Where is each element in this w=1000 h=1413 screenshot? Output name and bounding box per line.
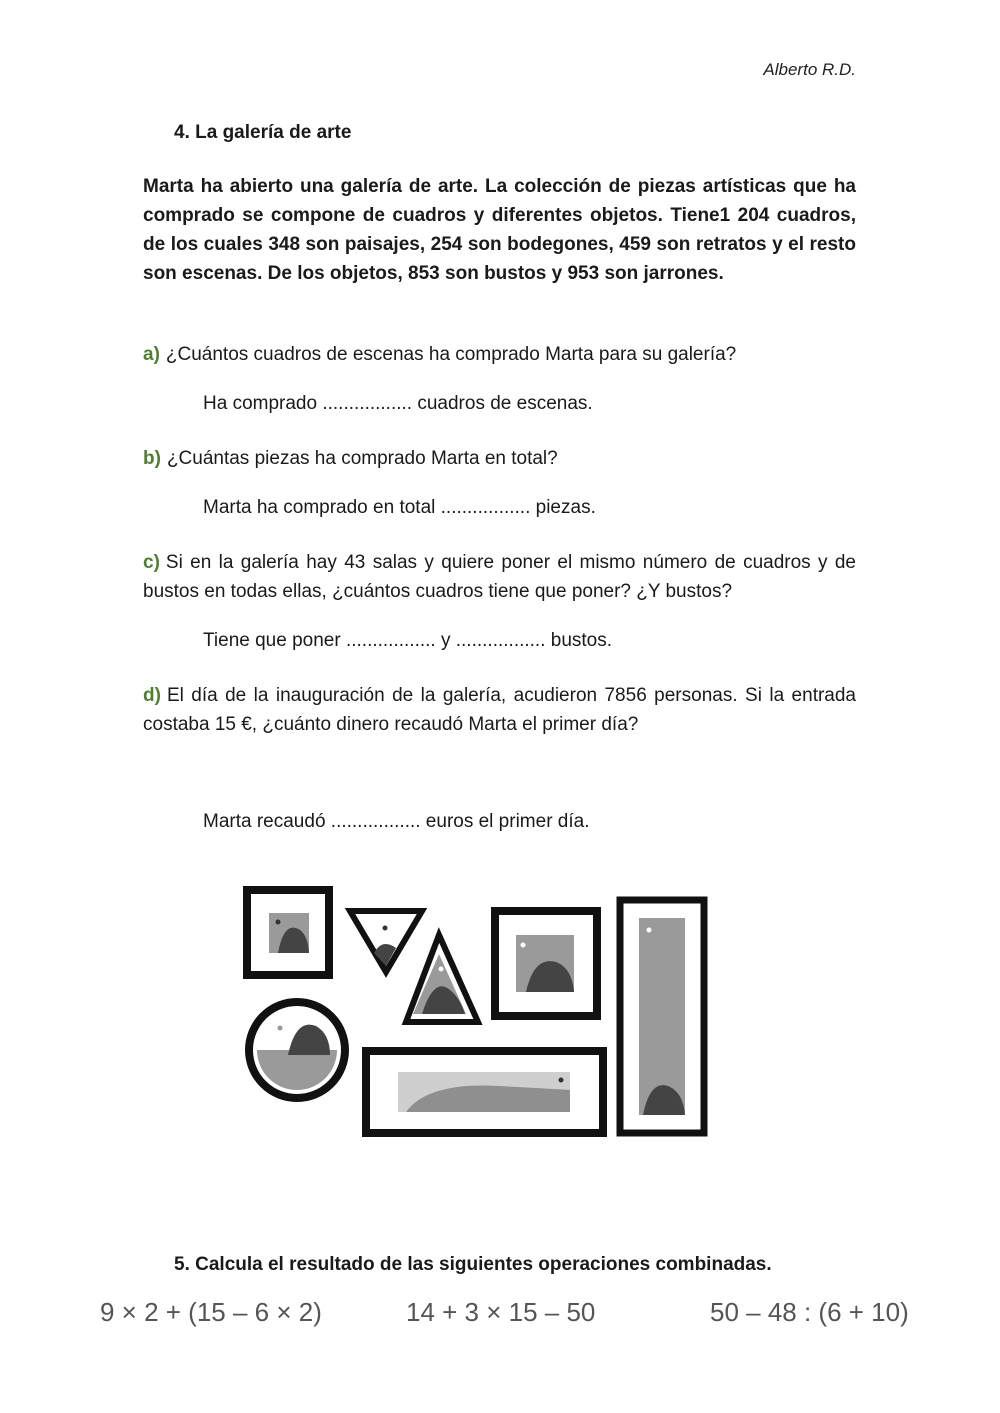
operation-1: 9 × 2 + (15 – 6 × 2): [100, 1297, 322, 1327]
wide-frame: [366, 1051, 603, 1133]
author-name: Alberto R.D.: [763, 60, 856, 79]
round-frame: [249, 1002, 345, 1098]
question-text: ¿Cuántas piezas ha comprado Marta en total?: [166, 448, 558, 469]
triangle-frame: [406, 935, 478, 1022]
operation-2: 14 + 3 × 15 – 50: [406, 1297, 596, 1327]
answer-line-d[interactable]: Marta recaudó ................. euros el primer día.: [203, 811, 590, 832]
question-label: b): [143, 448, 161, 469]
question-text: ¿Cuántos cuadros de escenas ha comprado Marta para su galería?: [165, 344, 737, 365]
square-frame-medium: [495, 911, 597, 1016]
tall-frame: [620, 900, 704, 1133]
question-label: d): [143, 685, 161, 706]
problem-statement: Marta ha abierto una galería de arte. La colección de piezas artísticas que ha comprado se compone de cuadros y diferentes objetos. Tiene1 204 cuadros, de los cuales 348 son paisajes, 254 son bodegones, 459 son retratos y el resto son escenas. De los objetos, 853 son bustos y 953 son jarrones.: [143, 176, 856, 284]
question-c: [143, 548, 856, 606]
question-label: a): [143, 344, 160, 365]
operation-3: 50 – 48 : (6 + 10): [710, 1297, 909, 1327]
question-d: [143, 681, 856, 739]
section-4-title: 4. La galería de arte: [174, 122, 352, 143]
section-5-title: 5. Calcula el resultado de las siguientes operaciones combinadas.: [174, 1254, 772, 1275]
question-text: Si en la galería hay 43 salas y quiere poner el mismo número de cuadros y de bustos en todas ellas, ¿cuántos cuadros tiene que poner? ¿Y bustos?: [143, 552, 856, 602]
answer-line-c[interactable]: Tiene que poner ................. y ................. bustos.: [203, 630, 613, 651]
gallery-frames-illustration: [238, 880, 718, 1150]
answer-line-a[interactable]: Ha comprado ................. cuadros de escenas.: [203, 393, 593, 414]
question-text: El día de la inauguración de la galería, acudieron 7856 personas. Si la entrada costaba 15 €, ¿cuánto dinero recaudó Marta el primer día?: [143, 685, 856, 735]
question-a: [143, 340, 856, 369]
answer-line-b[interactable]: Marta ha comprado en total ................. piezas.: [203, 497, 596, 518]
square-frame-small: [247, 890, 329, 975]
question-label: c): [143, 552, 160, 573]
inverted-triangle-frame: [350, 911, 422, 972]
question-b: [143, 444, 856, 473]
